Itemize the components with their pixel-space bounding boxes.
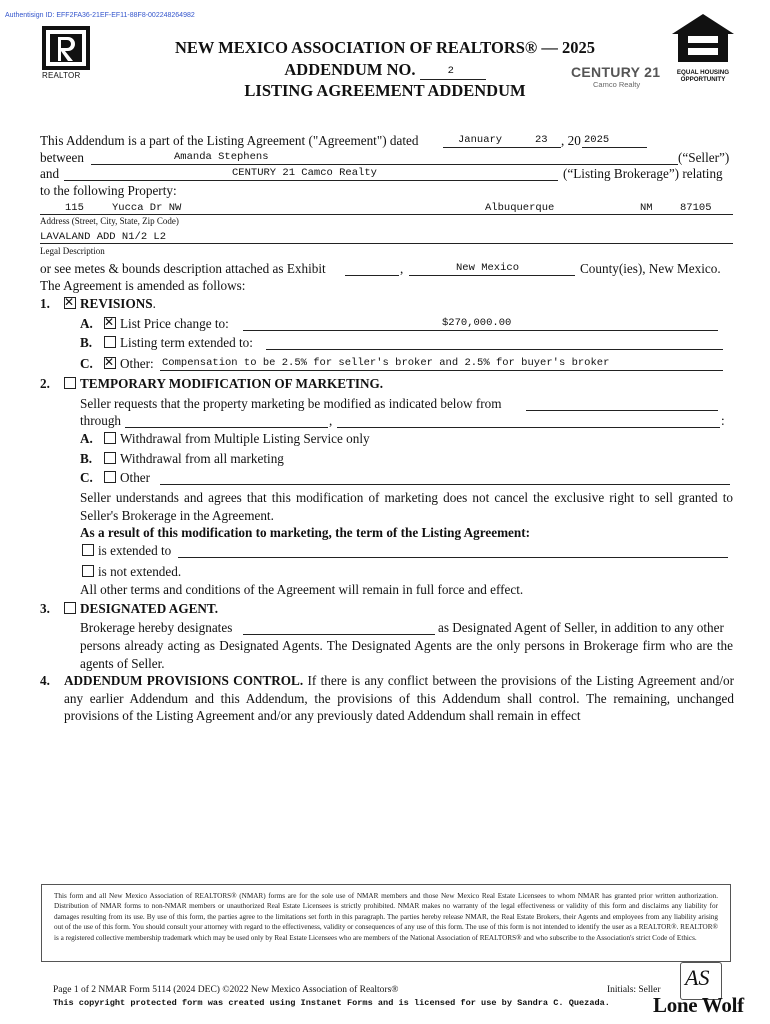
equal-housing-label: EQUAL HOUSING OPPORTUNITY bbox=[676, 69, 730, 83]
s1c-value: Compensation to be 2.5% for seller's broker and 2.5% for buyer's broker bbox=[162, 357, 610, 369]
s2b-checkbox[interactable] bbox=[104, 452, 116, 464]
brokerage-name: CENTURY 21 Camco Realty bbox=[232, 167, 377, 179]
s1-header: ✕ REVISIONS. bbox=[64, 296, 156, 312]
century21-sub: Camco Realty bbox=[593, 80, 641, 89]
s1c-label: C. bbox=[80, 356, 93, 371]
lone-wolf-logo: Lone Wolf bbox=[653, 993, 744, 1017]
seller-suffix: (“Seller”) bbox=[678, 150, 730, 165]
s1c-row bbox=[104, 356, 154, 372]
s1a-value: $270,000.00 bbox=[442, 317, 512, 329]
county-suffix: County(ies), New Mexico. bbox=[580, 261, 721, 276]
s2-extended-field[interactable] bbox=[178, 557, 728, 558]
footer-copyright: This copyright protected form was created using Instanet Forms and is licensed for use by Sandra C. Quezada. bbox=[53, 998, 610, 1008]
s2c-row bbox=[104, 470, 150, 486]
s3-number: 3. bbox=[40, 601, 50, 616]
s1-checkbox[interactable] bbox=[64, 297, 76, 309]
s3-line1b: as Designated Agent of Seller, in addition to any other bbox=[438, 620, 724, 635]
s2-through: through bbox=[80, 413, 122, 428]
metes-prefix: or see metes & bounds description attached as Exhibit bbox=[40, 261, 326, 276]
s2-through-date-field[interactable] bbox=[125, 427, 328, 428]
s3-title: DESIGNATED AGENT. bbox=[80, 601, 219, 616]
s2-through-time-field[interactable] bbox=[337, 427, 720, 428]
seller-name: Amanda Stephens bbox=[174, 151, 269, 163]
date-year-field[interactable] bbox=[582, 147, 647, 148]
s1-title: REVISIONS bbox=[80, 296, 153, 311]
brokerage-field[interactable] bbox=[64, 180, 558, 181]
s2-through-comma: , bbox=[329, 413, 333, 428]
s1a-checkbox[interactable] bbox=[104, 317, 116, 329]
s2b-text: Withdrawal from all marketing bbox=[120, 451, 284, 466]
zip: 87105 bbox=[680, 202, 712, 214]
address-field[interactable] bbox=[40, 214, 733, 215]
s4-number: 4. bbox=[40, 673, 50, 688]
authentisign-id: Authentisign ID: EFF2FA36-21EF-EF11-88F8-002248264982 bbox=[5, 12, 195, 19]
s2-remain: All other terms and conditions of the Agreement will remain in full force and effect. bbox=[80, 582, 524, 597]
s3-checkbox[interactable] bbox=[64, 602, 76, 614]
s2c-label: C. bbox=[80, 470, 93, 485]
s3-header bbox=[64, 601, 218, 617]
s2-extended-text: is extended to bbox=[98, 543, 172, 558]
s4-title: ADDENDUM PROVISIONS CONTROL. bbox=[64, 673, 304, 688]
s2-result: As a result of this modification to marketing, the term of the Listing Agreement: bbox=[80, 525, 531, 540]
s2a-label: A. bbox=[80, 431, 93, 446]
addendum-no-value[interactable]: 2 bbox=[447, 65, 454, 77]
s2a-row bbox=[104, 431, 370, 447]
disclaimer-box bbox=[41, 884, 731, 962]
s1b-row bbox=[104, 335, 253, 351]
s4-text: If there is any conflict between the provisions of the Listing Agreement and/or any earlier Addendum and this Addendum, the provisions of this Addendum shall control. The remaining, unchanged provisions of the Listing Agreement and/or any previously dated Addendum shall remain in effect bbox=[64, 673, 734, 723]
disclaimer-text: This form and all New Mexico Association of REALTORS® (NMAR) forms are for the sole use of NMAR members and those New Mexico Real Estate Licensees to whom NMAR has granted prior written authorization. Distribution of NMAR forms to non-NMAR members or unauthorized Real Estate Licensees is strictly prohibited. NMAR makes no warranty of the legal effectiveness or validity of this form and disclaims any liability for damages resulting from its use. By use of this form, the parties agree to the limitations set forth in this paragraph. The parties hereby release NMAR, the Real Estate Brokers, their Agents and employees from any liability arising out of the use of this form. You should consult your attorney with regard to the effectiveness, validity or consequences of any use of this form. The use of this form is not intended to identify the user as a REALTOR®. REALTOR® is a registered collective membership trademark which may be used only by Real Estate Licensees who are members of the National Association of REALTORS® and who subscribe to the Association's strict Code of Ethics. bbox=[54, 892, 718, 942]
amended-text: The Agreement is amended as follows: bbox=[40, 278, 246, 293]
s2b-row bbox=[104, 451, 284, 467]
brokerage-suffix: (“Listing Brokerage”) relating bbox=[563, 166, 723, 181]
equal-housing-logo bbox=[670, 12, 736, 82]
s3-line1a: Brokerage hereby designates bbox=[80, 620, 233, 635]
s1c-checkbox[interactable] bbox=[104, 357, 116, 369]
initials-label: Initials: Seller bbox=[607, 985, 661, 995]
s2-checkbox[interactable] bbox=[64, 377, 76, 389]
s1a-label: A. bbox=[80, 316, 93, 331]
s2-header bbox=[64, 376, 383, 392]
s2-request: Seller requests that the property marketing be modified as indicated below from bbox=[80, 396, 502, 411]
s4-body bbox=[64, 672, 734, 725]
s1b-checkbox[interactable] bbox=[104, 336, 116, 348]
s2c-checkbox[interactable] bbox=[104, 471, 116, 483]
s1b-field[interactable] bbox=[266, 349, 723, 350]
form-title: NEW MEXICO ASSOCIATION OF REALTORS® — 2025 bbox=[174, 38, 596, 57]
century21-logo bbox=[571, 64, 660, 89]
s2b-label: B. bbox=[80, 451, 93, 466]
state: NM bbox=[640, 202, 653, 214]
legal-description: LAVALAND ADD N1/2 L2 bbox=[40, 231, 167, 243]
s2c-text: Other bbox=[120, 470, 151, 485]
city: Albuquerque bbox=[485, 202, 555, 214]
s2-number: 2. bbox=[40, 376, 50, 391]
legal-description-field[interactable] bbox=[40, 243, 733, 244]
s2-from-field[interactable] bbox=[526, 410, 718, 411]
s1a-row bbox=[104, 316, 229, 332]
form-subtitle: LISTING AGREEMENT ADDENDUM bbox=[244, 81, 526, 100]
s2-extended-row bbox=[82, 543, 171, 559]
s2-extended-checkbox[interactable] bbox=[82, 544, 94, 556]
property-label: to the following Property: bbox=[40, 183, 177, 198]
s2-title: TEMPORARY MODIFICATION OF MARKETING. bbox=[80, 376, 384, 391]
addendum-no-label: ADDENDUM NO. bbox=[284, 60, 416, 79]
address-caption: Address (Street, City, State, Zip Code) bbox=[40, 216, 179, 226]
equal-housing-icon bbox=[670, 12, 736, 64]
county: New Mexico bbox=[456, 262, 520, 274]
s2-through-colon: : bbox=[721, 413, 725, 428]
s2c-field[interactable] bbox=[160, 484, 730, 485]
exhibit-field[interactable] bbox=[345, 275, 399, 276]
initials-value: AS bbox=[685, 965, 710, 990]
s2a-text: Withdrawal from Multiple Listing Service only bbox=[120, 431, 370, 446]
s1a-field[interactable] bbox=[243, 330, 718, 331]
s1c-text: Other: bbox=[120, 356, 154, 371]
realtor-label: REALTOR bbox=[42, 71, 81, 80]
and-label: and bbox=[40, 166, 60, 181]
s2-not-extended-text: is not extended. bbox=[98, 564, 182, 579]
s2-not-extended-checkbox[interactable] bbox=[82, 565, 94, 577]
footer-page-info: Page 1 of 2 NMAR Form 5114 (2024 DEC) ©2022 New Mexico Association of Realtors® bbox=[53, 985, 399, 995]
street-name: Yucca Dr NW bbox=[112, 202, 182, 214]
legal-caption: Legal Description bbox=[40, 246, 105, 256]
seller-name-field[interactable] bbox=[91, 164, 678, 165]
century21-brand: CENTURY 21 bbox=[571, 64, 661, 80]
s3-rest: persons already acting as Designated Agents. The Designated Agents are the only persons in Brokerage firm who are the agents of Seller. bbox=[80, 638, 733, 671]
s2-not-extended-row bbox=[82, 564, 181, 580]
s1b-text: Listing term extended to: bbox=[120, 335, 253, 350]
date-year: 2025 bbox=[584, 134, 610, 146]
exhibit-comma: , bbox=[400, 261, 404, 276]
s1c-field[interactable] bbox=[160, 370, 723, 371]
s2-understand: Seller understands and agrees that this modification of marketing does not cancel the exclusive right to sell granted to Seller's Brokerage in the Agreement. bbox=[80, 490, 733, 523]
s1-number: 1. bbox=[40, 296, 50, 311]
date-month: January bbox=[458, 134, 503, 146]
date-month-field[interactable] bbox=[443, 147, 561, 148]
date-day: 23 bbox=[535, 134, 548, 146]
county-field[interactable] bbox=[409, 275, 575, 276]
s2a-checkbox[interactable] bbox=[104, 432, 116, 444]
street-number: 115 bbox=[65, 202, 84, 214]
s3-agent-field[interactable] bbox=[243, 634, 435, 635]
s1b-label: B. bbox=[80, 335, 93, 350]
between-label: between bbox=[40, 150, 84, 165]
s1a-text: List Price change to: bbox=[120, 316, 229, 331]
intro-line1: This Addendum is a part of the Listing Agreement ("Agreement") dated bbox=[40, 133, 419, 148]
date-year-prefix: , 20 bbox=[561, 133, 581, 148]
